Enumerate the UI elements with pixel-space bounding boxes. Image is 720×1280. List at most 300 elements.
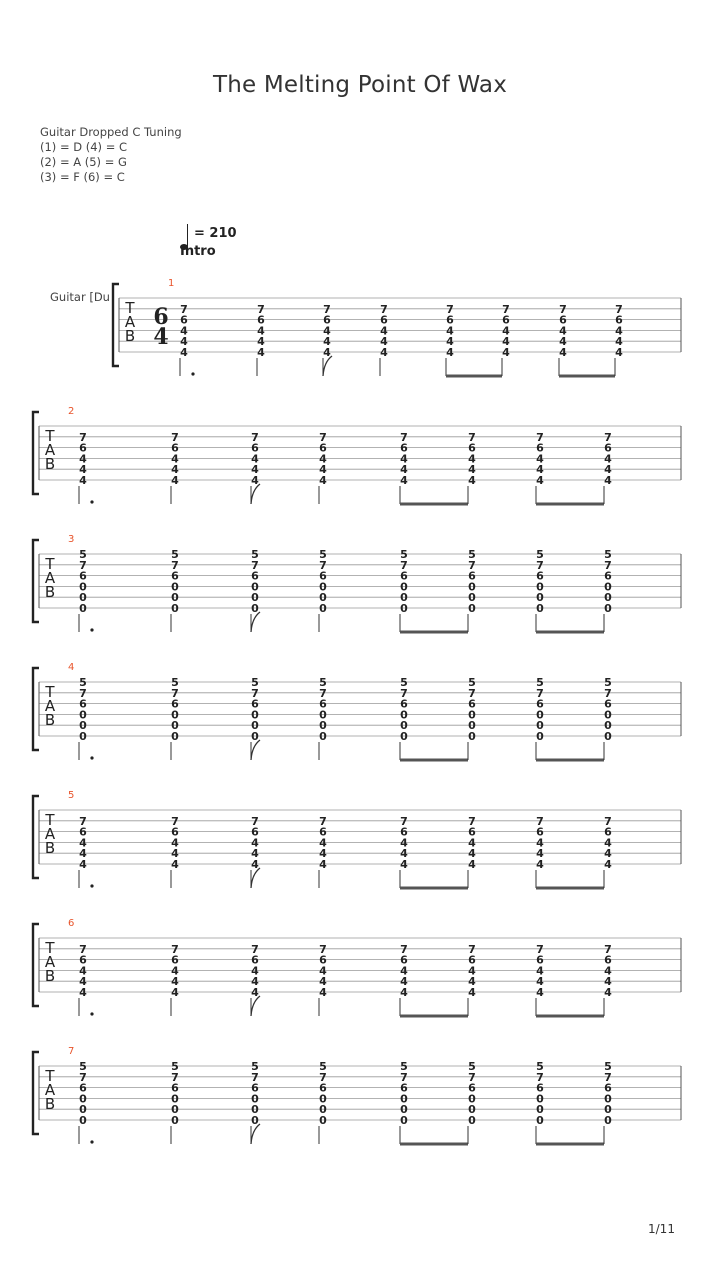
fret-number: 4 <box>446 335 454 349</box>
fret-number: 5 <box>536 548 544 561</box>
time-signature-bottom: 4 <box>153 324 169 350</box>
fret-number: 7 <box>171 942 179 956</box>
rhythm-dot <box>90 628 93 631</box>
fret-number: 0 <box>79 1092 87 1106</box>
fret-number: 0 <box>319 580 327 594</box>
fret-number: 4 <box>536 986 544 999</box>
fret-number: 4 <box>79 836 87 850</box>
measure-number: 1 <box>168 278 175 289</box>
fret-number: 7 <box>468 686 476 700</box>
rhythm-dot <box>90 1140 93 1143</box>
tab-clef-letter: B <box>44 967 56 985</box>
fret-number: 5 <box>171 548 179 561</box>
measure-number: 2 <box>68 406 75 417</box>
fret-number: 7 <box>319 814 327 828</box>
fret-number: 7 <box>257 302 265 316</box>
fret-number: 4 <box>536 858 544 871</box>
fret-number: 6 <box>319 569 327 583</box>
fret-number: 7 <box>604 558 612 572</box>
fret-number: 0 <box>468 1092 476 1106</box>
tuning-line-3: (3) = F (6) = C <box>40 170 125 184</box>
fret-number: 0 <box>604 730 612 743</box>
fret-number: 0 <box>171 708 179 722</box>
tab-clef-letter: A <box>44 569 56 587</box>
tab-clef-letter: A <box>124 313 136 331</box>
fret-number: 0 <box>468 580 476 594</box>
fret-number: 0 <box>400 719 408 733</box>
fret-number: 6 <box>604 441 612 455</box>
fret-number: 4 <box>319 463 327 477</box>
fret-number: 0 <box>79 708 87 722</box>
fret-number: 7 <box>251 814 259 828</box>
tab-clef-letter: B <box>44 839 56 857</box>
instrument-label: Guitar [Du <box>50 290 110 304</box>
tab-clef-letter: T <box>45 683 55 701</box>
fret-number: 4 <box>559 324 567 338</box>
fret-number: 4 <box>400 964 408 978</box>
fret-number: 0 <box>251 719 259 733</box>
fret-number: 6 <box>468 825 476 839</box>
page-number: 1/11 <box>648 1222 675 1236</box>
rhythm-flag <box>251 740 260 760</box>
fret-number: 4 <box>400 986 408 999</box>
fret-number: 7 <box>319 1070 327 1084</box>
tab-clef-letter: T <box>125 299 135 317</box>
fret-number: 6 <box>79 953 87 967</box>
fret-number: 4 <box>171 964 179 978</box>
tab-clef-letter: T <box>45 555 55 573</box>
fret-number: 4 <box>171 986 179 999</box>
fret-number: 4 <box>380 346 388 359</box>
fret-number: 7 <box>171 1070 179 1084</box>
fret-number: 7 <box>79 686 87 700</box>
fret-number: 4 <box>615 324 623 338</box>
fret-number: 0 <box>536 708 544 722</box>
fret-number: 4 <box>251 474 259 487</box>
fret-number: 6 <box>79 1081 87 1095</box>
rhythm-dot <box>191 372 194 375</box>
section-label: Intro <box>180 244 216 259</box>
fret-number: 0 <box>536 719 544 733</box>
fret-number: 0 <box>604 602 612 615</box>
fret-number: 4 <box>171 858 179 871</box>
fret-number: 4 <box>380 324 388 338</box>
fret-number: 4 <box>171 975 179 989</box>
fret-number: 0 <box>604 719 612 733</box>
fret-number: 6 <box>468 697 476 711</box>
fret-number: 4 <box>319 975 327 989</box>
fret-number: 0 <box>171 1114 179 1127</box>
fret-number: 7 <box>615 302 623 316</box>
fret-number: 4 <box>171 463 179 477</box>
fret-number: 7 <box>400 1070 408 1084</box>
fret-number: 6 <box>380 313 388 327</box>
fret-number: 7 <box>468 942 476 956</box>
fret-number: 4 <box>604 986 612 999</box>
fret-number: 7 <box>502 302 510 316</box>
fret-number: 4 <box>604 474 612 487</box>
fret-number: 7 <box>604 814 612 828</box>
fret-number: 5 <box>400 676 408 689</box>
fret-number: 7 <box>171 430 179 444</box>
fret-number: 5 <box>171 1060 179 1073</box>
fret-number: 4 <box>468 858 476 871</box>
fret-number: 4 <box>468 964 476 978</box>
fret-number: 5 <box>536 1060 544 1073</box>
tab-clef-letter: B <box>44 583 56 601</box>
fret-number: 4 <box>319 836 327 850</box>
fret-number: 4 <box>468 452 476 466</box>
fret-number: 6 <box>536 569 544 583</box>
fret-number: 4 <box>536 452 544 466</box>
fret-number: 4 <box>536 463 544 477</box>
fret-number: 6 <box>257 313 265 327</box>
fret-number: 0 <box>400 1092 408 1106</box>
fret-number: 4 <box>180 324 188 338</box>
tab-clef-letter: B <box>44 711 56 729</box>
fret-number: 6 <box>180 313 188 327</box>
fret-number: 7 <box>319 558 327 572</box>
fret-number: 6 <box>468 1081 476 1095</box>
fret-number: 6 <box>319 825 327 839</box>
fret-number: 4 <box>536 847 544 861</box>
fret-number: 4 <box>79 452 87 466</box>
fret-number: 0 <box>251 580 259 594</box>
fret-number: 6 <box>536 697 544 711</box>
fret-number: 0 <box>400 591 408 605</box>
fret-number: 0 <box>319 602 327 615</box>
fret-number: 4 <box>468 847 476 861</box>
fret-number: 6 <box>171 825 179 839</box>
fret-number: 5 <box>468 1060 476 1073</box>
fret-number: 4 <box>604 463 612 477</box>
fret-number: 7 <box>79 942 87 956</box>
fret-number: 5 <box>319 548 327 561</box>
fret-number: 7 <box>468 430 476 444</box>
fret-number: 4 <box>257 335 265 349</box>
fret-number: 0 <box>251 1092 259 1106</box>
fret-number: 0 <box>171 602 179 615</box>
rhythm-flag <box>251 868 260 888</box>
fret-number: 6 <box>468 441 476 455</box>
fret-number: 4 <box>400 975 408 989</box>
fret-number: 0 <box>536 591 544 605</box>
fret-number: 7 <box>604 430 612 444</box>
fret-number: 6 <box>400 825 408 839</box>
tab-clef-letter: T <box>45 427 55 445</box>
rhythm-flag <box>323 356 332 376</box>
fret-number: 0 <box>251 730 259 743</box>
fret-number: 6 <box>79 441 87 455</box>
fret-number: 4 <box>171 474 179 487</box>
fret-number: 4 <box>400 474 408 487</box>
fret-number: 6 <box>615 313 623 327</box>
fret-number: 4 <box>79 847 87 861</box>
fret-number: 4 <box>400 836 408 850</box>
fret-number: 7 <box>536 942 544 956</box>
system-bracket <box>33 1052 39 1134</box>
fret-number: 0 <box>468 1103 476 1117</box>
fret-number: 6 <box>400 697 408 711</box>
fret-number: 5 <box>400 1060 408 1073</box>
fret-number: 4 <box>323 335 331 349</box>
rhythm-flag <box>251 1124 260 1144</box>
fret-number: 6 <box>319 953 327 967</box>
fret-number: 0 <box>79 730 87 743</box>
fret-number: 0 <box>400 602 408 615</box>
measure-number: 6 <box>68 918 75 929</box>
fret-number: 6 <box>171 441 179 455</box>
measure-number: 3 <box>68 534 75 545</box>
system-bracket <box>33 796 39 878</box>
fret-number: 4 <box>180 335 188 349</box>
fret-number: 4 <box>502 324 510 338</box>
fret-number: 7 <box>559 302 567 316</box>
fret-number: 6 <box>502 313 510 327</box>
fret-number: 4 <box>251 975 259 989</box>
system-bracket <box>113 284 119 366</box>
fret-number: 6 <box>400 569 408 583</box>
fret-number: 7 <box>400 558 408 572</box>
fret-number: 0 <box>319 730 327 743</box>
fret-number: 7 <box>251 430 259 444</box>
fret-number: 4 <box>251 986 259 999</box>
fret-number: 6 <box>171 953 179 967</box>
fret-number: 7 <box>468 558 476 572</box>
fret-number: 4 <box>502 335 510 349</box>
fret-number: 0 <box>536 580 544 594</box>
fret-number: 4 <box>400 858 408 871</box>
fret-number: 7 <box>400 430 408 444</box>
fret-number: 4 <box>180 346 188 359</box>
fret-number: 6 <box>251 569 259 583</box>
fret-number: 0 <box>171 719 179 733</box>
fret-number: 6 <box>468 569 476 583</box>
rhythm-dot <box>90 500 93 503</box>
fret-number: 5 <box>604 676 612 689</box>
fret-number: 0 <box>604 1092 612 1106</box>
fret-number: 0 <box>468 1114 476 1127</box>
fret-number: 4 <box>251 836 259 850</box>
fret-number: 5 <box>604 1060 612 1073</box>
fret-number: 4 <box>319 858 327 871</box>
fret-number: 0 <box>79 719 87 733</box>
tab-clef-letter: A <box>44 697 56 715</box>
fret-number: 5 <box>79 676 87 689</box>
fret-number: 0 <box>604 1114 612 1127</box>
fret-number: 4 <box>171 847 179 861</box>
fret-number: 4 <box>380 335 388 349</box>
fret-number: 4 <box>559 335 567 349</box>
fret-number: 4 <box>323 324 331 338</box>
fret-number: 7 <box>79 1070 87 1084</box>
fret-number: 5 <box>251 1060 259 1073</box>
fret-number: 7 <box>323 302 331 316</box>
fret-number: 6 <box>79 697 87 711</box>
fret-number: 6 <box>79 825 87 839</box>
fret-number: 7 <box>79 814 87 828</box>
fret-number: 0 <box>319 708 327 722</box>
fret-number: 6 <box>400 1081 408 1095</box>
system-bracket <box>33 412 39 494</box>
fret-number: 6 <box>79 569 87 583</box>
fret-number: 6 <box>468 953 476 967</box>
fret-number: 7 <box>536 430 544 444</box>
fret-number: 5 <box>468 676 476 689</box>
fret-number: 0 <box>536 730 544 743</box>
fret-number: 6 <box>536 1081 544 1095</box>
fret-number: 4 <box>79 975 87 989</box>
fret-number: 7 <box>251 942 259 956</box>
fret-number: 4 <box>400 452 408 466</box>
fret-number: 4 <box>171 452 179 466</box>
fret-number: 6 <box>536 825 544 839</box>
fret-number: 0 <box>604 708 612 722</box>
fret-number: 4 <box>79 858 87 871</box>
tab-clef-letter: B <box>44 455 56 473</box>
fret-number: 7 <box>319 686 327 700</box>
fret-number: 4 <box>319 474 327 487</box>
fret-number: 4 <box>257 324 265 338</box>
fret-number: 4 <box>319 452 327 466</box>
measure-number: 5 <box>68 790 75 801</box>
measure-number: 4 <box>68 662 75 673</box>
fret-number: 4 <box>319 986 327 999</box>
fret-number: 0 <box>400 708 408 722</box>
rhythm-dot <box>90 884 93 887</box>
fret-number: 5 <box>319 676 327 689</box>
rhythm-flag <box>251 996 260 1016</box>
fret-number: 7 <box>171 686 179 700</box>
fret-number: 0 <box>79 580 87 594</box>
fret-number: 7 <box>319 430 327 444</box>
fret-number: 6 <box>446 313 454 327</box>
fret-number: 7 <box>536 558 544 572</box>
fret-number: 7 <box>171 814 179 828</box>
fret-number: 4 <box>251 463 259 477</box>
fret-number: 5 <box>171 676 179 689</box>
fret-number: 5 <box>400 548 408 561</box>
system-bracket <box>33 668 39 750</box>
fret-number: 0 <box>171 730 179 743</box>
fret-number: 5 <box>251 548 259 561</box>
fret-number: 7 <box>79 430 87 444</box>
tab-clef-letter: A <box>44 825 56 843</box>
fret-number: 6 <box>171 569 179 583</box>
tab-clef-letter: A <box>44 441 56 459</box>
fret-number: 7 <box>400 942 408 956</box>
fret-number: 7 <box>251 558 259 572</box>
fret-number: 0 <box>171 591 179 605</box>
rhythm-dot <box>90 1012 93 1015</box>
fret-number: 6 <box>559 313 567 327</box>
fret-number: 0 <box>79 591 87 605</box>
fret-number: 0 <box>400 730 408 743</box>
fret-number: 0 <box>604 580 612 594</box>
fret-number: 0 <box>468 730 476 743</box>
fret-number: 0 <box>79 602 87 615</box>
fret-number: 6 <box>323 313 331 327</box>
fret-number: 4 <box>257 346 265 359</box>
fret-number: 7 <box>536 1070 544 1084</box>
fret-number: 4 <box>79 986 87 999</box>
fret-number: 7 <box>468 1070 476 1084</box>
fret-number: 0 <box>79 1114 87 1127</box>
tab-clef-letter: B <box>44 1095 56 1113</box>
rhythm-flag <box>251 612 260 632</box>
song-title: The Melting Point Of Wax <box>212 72 508 98</box>
fret-number: 5 <box>536 676 544 689</box>
fret-number: 7 <box>79 558 87 572</box>
fret-number: 6 <box>171 1081 179 1095</box>
fret-number: 4 <box>559 346 567 359</box>
fret-number: 5 <box>468 548 476 561</box>
fret-number: 0 <box>251 591 259 605</box>
fret-number: 0 <box>319 1114 327 1127</box>
fret-number: 6 <box>604 569 612 583</box>
fret-number: 6 <box>319 697 327 711</box>
fret-number: 4 <box>468 836 476 850</box>
fret-number: 6 <box>604 697 612 711</box>
time-signature-top: 6 <box>153 304 169 330</box>
fret-number: 0 <box>468 719 476 733</box>
fret-number: 7 <box>604 1070 612 1084</box>
fret-number: 5 <box>604 548 612 561</box>
fret-number: 4 <box>536 474 544 487</box>
measure-number: 7 <box>68 1046 75 1057</box>
fret-number: 4 <box>536 975 544 989</box>
fret-number: 0 <box>400 1114 408 1127</box>
tab-clef-letter: A <box>44 1081 56 1099</box>
tab-clef-letter: A <box>44 953 56 971</box>
fret-number: 7 <box>319 942 327 956</box>
fret-number: 4 <box>468 986 476 999</box>
fret-number: 4 <box>400 463 408 477</box>
fret-number: 4 <box>446 346 454 359</box>
fret-number: 6 <box>251 1081 259 1095</box>
fret-number: 0 <box>171 580 179 594</box>
fret-number: 5 <box>319 1060 327 1073</box>
fret-number: 0 <box>251 1114 259 1127</box>
fret-number: 4 <box>502 346 510 359</box>
fret-number: 4 <box>468 474 476 487</box>
fret-number: 0 <box>319 719 327 733</box>
fret-number: 0 <box>536 1103 544 1117</box>
fret-number: 4 <box>251 858 259 871</box>
fret-number: 4 <box>604 836 612 850</box>
fret-number: 0 <box>400 1103 408 1117</box>
fret-number: 0 <box>468 708 476 722</box>
fret-number: 4 <box>251 847 259 861</box>
fret-number: 0 <box>536 602 544 615</box>
fret-number: 7 <box>171 558 179 572</box>
fret-number: 6 <box>251 441 259 455</box>
fret-number: 0 <box>319 1092 327 1106</box>
tab-clef-letter: T <box>45 811 55 829</box>
fret-number: 7 <box>180 302 188 316</box>
fret-number: 6 <box>400 953 408 967</box>
fret-number: 6 <box>400 441 408 455</box>
fret-number: 4 <box>400 847 408 861</box>
fret-number: 7 <box>604 686 612 700</box>
fret-number: 0 <box>251 708 259 722</box>
tuning-line-2: (2) = A (5) = G <box>40 155 127 169</box>
fret-number: 7 <box>251 686 259 700</box>
fret-number: 0 <box>604 1103 612 1117</box>
fret-number: 4 <box>323 346 331 359</box>
rhythm-dot <box>90 756 93 759</box>
tuning-heading: Guitar Dropped C Tuning <box>40 125 182 139</box>
